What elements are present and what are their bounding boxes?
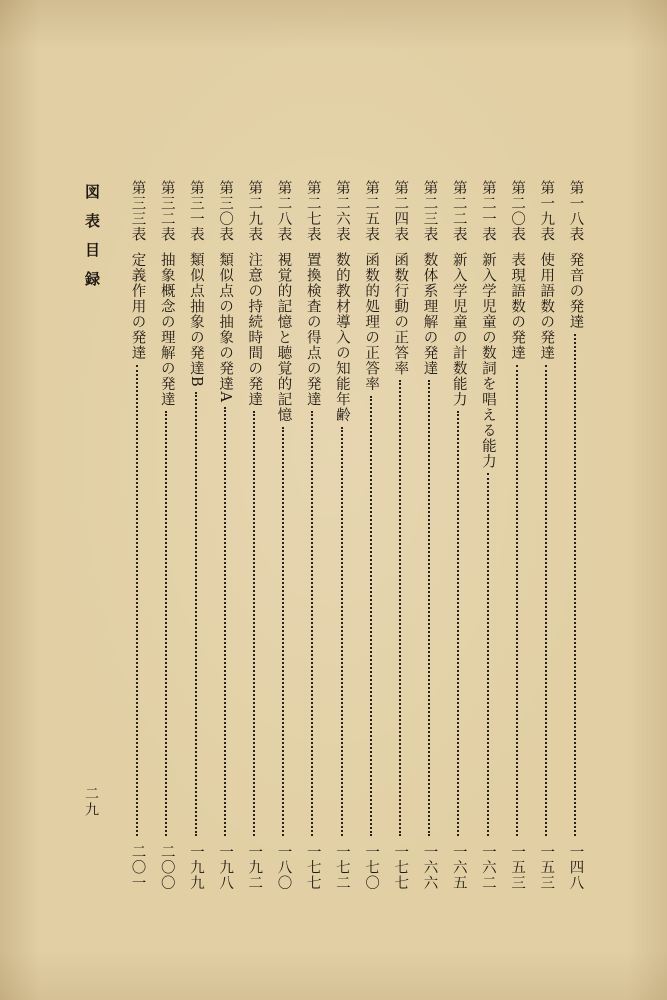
entry-title: 函数的処理の正答率 bbox=[363, 252, 380, 392]
dot-leader bbox=[399, 380, 401, 836]
entry-label: 第二二表 bbox=[450, 180, 467, 242]
list-item bbox=[130, 180, 145, 890]
page-heading: 図表目録 bbox=[83, 184, 101, 300]
list-item bbox=[480, 180, 495, 890]
list-item bbox=[393, 180, 408, 890]
entry-title: 数的教材導入の知能年齢 bbox=[333, 252, 350, 423]
entry-title: 使用語数の発達 bbox=[538, 252, 555, 361]
entry-label: 第三〇表 bbox=[217, 180, 234, 242]
list-item bbox=[510, 180, 525, 890]
entry-title: 置換検査の得点の発達 bbox=[304, 252, 321, 407]
dot-leader bbox=[574, 334, 576, 836]
entry-page-number: 一八〇 bbox=[275, 843, 292, 890]
entry-title: 表現語数の発達 bbox=[509, 252, 526, 361]
entry-title: 定義作用の発達 bbox=[129, 252, 146, 361]
entry-page-number: 一五三 bbox=[509, 843, 526, 890]
entry-label: 第三二表 bbox=[158, 180, 175, 242]
dot-leader bbox=[457, 411, 459, 836]
list-item bbox=[159, 180, 174, 890]
entry-page-number: 一九二 bbox=[246, 843, 263, 890]
entry-title: 類似点抽象の発達B bbox=[187, 252, 204, 388]
entry-label: 第三一表 bbox=[187, 180, 204, 242]
entry-page-number: 一七〇 bbox=[363, 843, 380, 890]
entry-label: 第二三表 bbox=[421, 180, 438, 242]
dot-leader bbox=[545, 365, 547, 836]
entry-page-number: 一六二 bbox=[479, 843, 496, 890]
entry-title: 函数行動の正答率 bbox=[392, 252, 409, 376]
entry-title: 数体系理解の発達 bbox=[421, 252, 438, 376]
list-item bbox=[422, 180, 437, 890]
dot-leader bbox=[370, 396, 372, 836]
dot-leader bbox=[282, 427, 284, 836]
list-item bbox=[305, 180, 320, 890]
entry-page-number: 二〇一 bbox=[129, 843, 146, 890]
page-number: 二九 bbox=[83, 786, 99, 818]
list-item bbox=[247, 180, 262, 890]
list-item bbox=[451, 180, 466, 890]
entry-label: 第二〇表 bbox=[509, 180, 526, 242]
entry-label: 第二五表 bbox=[363, 180, 380, 242]
dot-leader bbox=[516, 365, 518, 836]
dot-leader bbox=[165, 411, 167, 836]
dot-leader bbox=[311, 411, 313, 836]
entry-page-number: 二〇〇 bbox=[158, 843, 175, 890]
entry-label: 第一八表 bbox=[567, 180, 584, 242]
dot-leader bbox=[341, 427, 343, 836]
list-item bbox=[334, 180, 349, 890]
dot-leader bbox=[195, 392, 197, 836]
dot-leader bbox=[224, 407, 226, 836]
entry-label: 第三三表 bbox=[129, 180, 146, 242]
dot-leader bbox=[487, 473, 489, 836]
entry-title: 新入学児童の数詞を唱える能力 bbox=[479, 252, 496, 469]
entry-label: 第二八表 bbox=[275, 180, 292, 242]
entry-label: 第二四表 bbox=[392, 180, 409, 242]
entry-label: 第二六表 bbox=[333, 180, 350, 242]
entry-label: 第一九表 bbox=[538, 180, 555, 242]
entry-title: 抽象概念の理解の発達 bbox=[158, 252, 175, 407]
entry-page-number: 一四八 bbox=[567, 843, 584, 890]
list-item bbox=[276, 180, 291, 890]
entry-label: 第二七表 bbox=[304, 180, 321, 242]
entry-page-number: 一九九 bbox=[187, 843, 204, 890]
entry-page-number: 一六五 bbox=[450, 843, 467, 890]
list-item bbox=[539, 180, 554, 890]
list-item bbox=[568, 180, 583, 890]
dot-leader bbox=[253, 411, 255, 836]
entry-title: 視覚的記憶と聴覚的記憶 bbox=[275, 252, 292, 423]
entry-page-number: 一六六 bbox=[421, 843, 438, 890]
entry-page-number: 一七七 bbox=[392, 843, 409, 890]
entry-label: 第二一表 bbox=[479, 180, 496, 242]
entry-page-number: 一七七 bbox=[304, 843, 321, 890]
entry-title: 注意の持続時間の発達 bbox=[246, 252, 263, 407]
entry-title: 新入学児童の計数能力 bbox=[450, 252, 467, 407]
list-item bbox=[364, 180, 379, 890]
list-item bbox=[188, 180, 203, 890]
entry-label: 第二九表 bbox=[246, 180, 263, 242]
entry-page-number: 一九八 bbox=[217, 843, 234, 890]
list-item bbox=[218, 180, 233, 890]
dot-leader bbox=[136, 365, 138, 836]
entry-title: 発音の発達 bbox=[567, 252, 584, 330]
entry-title: 類似点の抽象の発達A bbox=[217, 252, 234, 403]
entry-page-number: 一七二 bbox=[333, 843, 350, 890]
entry-page-number: 一五三 bbox=[538, 843, 555, 890]
dot-leader bbox=[428, 380, 430, 836]
